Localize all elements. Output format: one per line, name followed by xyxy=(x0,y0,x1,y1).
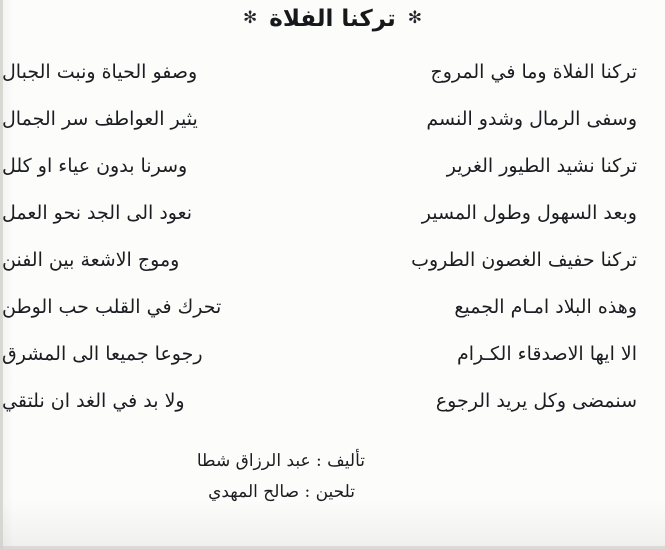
verse-line: نعود الى الجد نحو العمل xyxy=(2,202,193,224)
verse-line: تركنا نشيد الطيور الغرير xyxy=(446,155,637,177)
poem-column-left xyxy=(0,52,318,428)
page-title xyxy=(0,6,665,32)
verse-line: وبعد السهول وطول المسير xyxy=(421,202,637,224)
verse-line: وسفى الرمال وشدو النسم xyxy=(426,108,637,130)
verse-line: تركنا حفيف الغصون الطروب xyxy=(411,249,637,271)
credits-block xyxy=(197,446,365,508)
verse-line: ولا بد في الغد ان نلتقي xyxy=(2,390,185,412)
verse-line: وسرنا بدون عياء او كلل xyxy=(2,155,188,177)
poem-column-right xyxy=(327,52,643,428)
verse-line: وموج الاشعة بين الفنن xyxy=(2,249,180,271)
page-title-text: تركنا الفلاة xyxy=(269,6,396,32)
verse-line: سنمضى وكل يريد الرجوع xyxy=(435,390,637,412)
poem-body xyxy=(0,52,665,432)
credit-composer: تلحين : صالح المهدي xyxy=(208,482,355,502)
verse-line: رجوعا جميعا الى المشرق xyxy=(2,343,203,365)
verse-line: تركنا الفلاة وما في المروج xyxy=(430,61,637,83)
verse-line: وهذه البلاد امـام الجميع xyxy=(454,296,637,318)
ornament-star-right: ✻ xyxy=(407,8,422,28)
verse-line: الا ايها الاصدقاء الكـرام xyxy=(456,343,637,365)
ornament-star-left: ✻ xyxy=(243,8,258,28)
verse-line: تحرك في القلب حب الوطن xyxy=(2,296,222,318)
verse-line: وصفو الحياة ونبت الجبال xyxy=(2,61,198,83)
credit-author: تأليف : عبد الرزاق شطا xyxy=(196,451,365,471)
verse-line: يثير العواطف سر الجمال xyxy=(2,108,198,130)
